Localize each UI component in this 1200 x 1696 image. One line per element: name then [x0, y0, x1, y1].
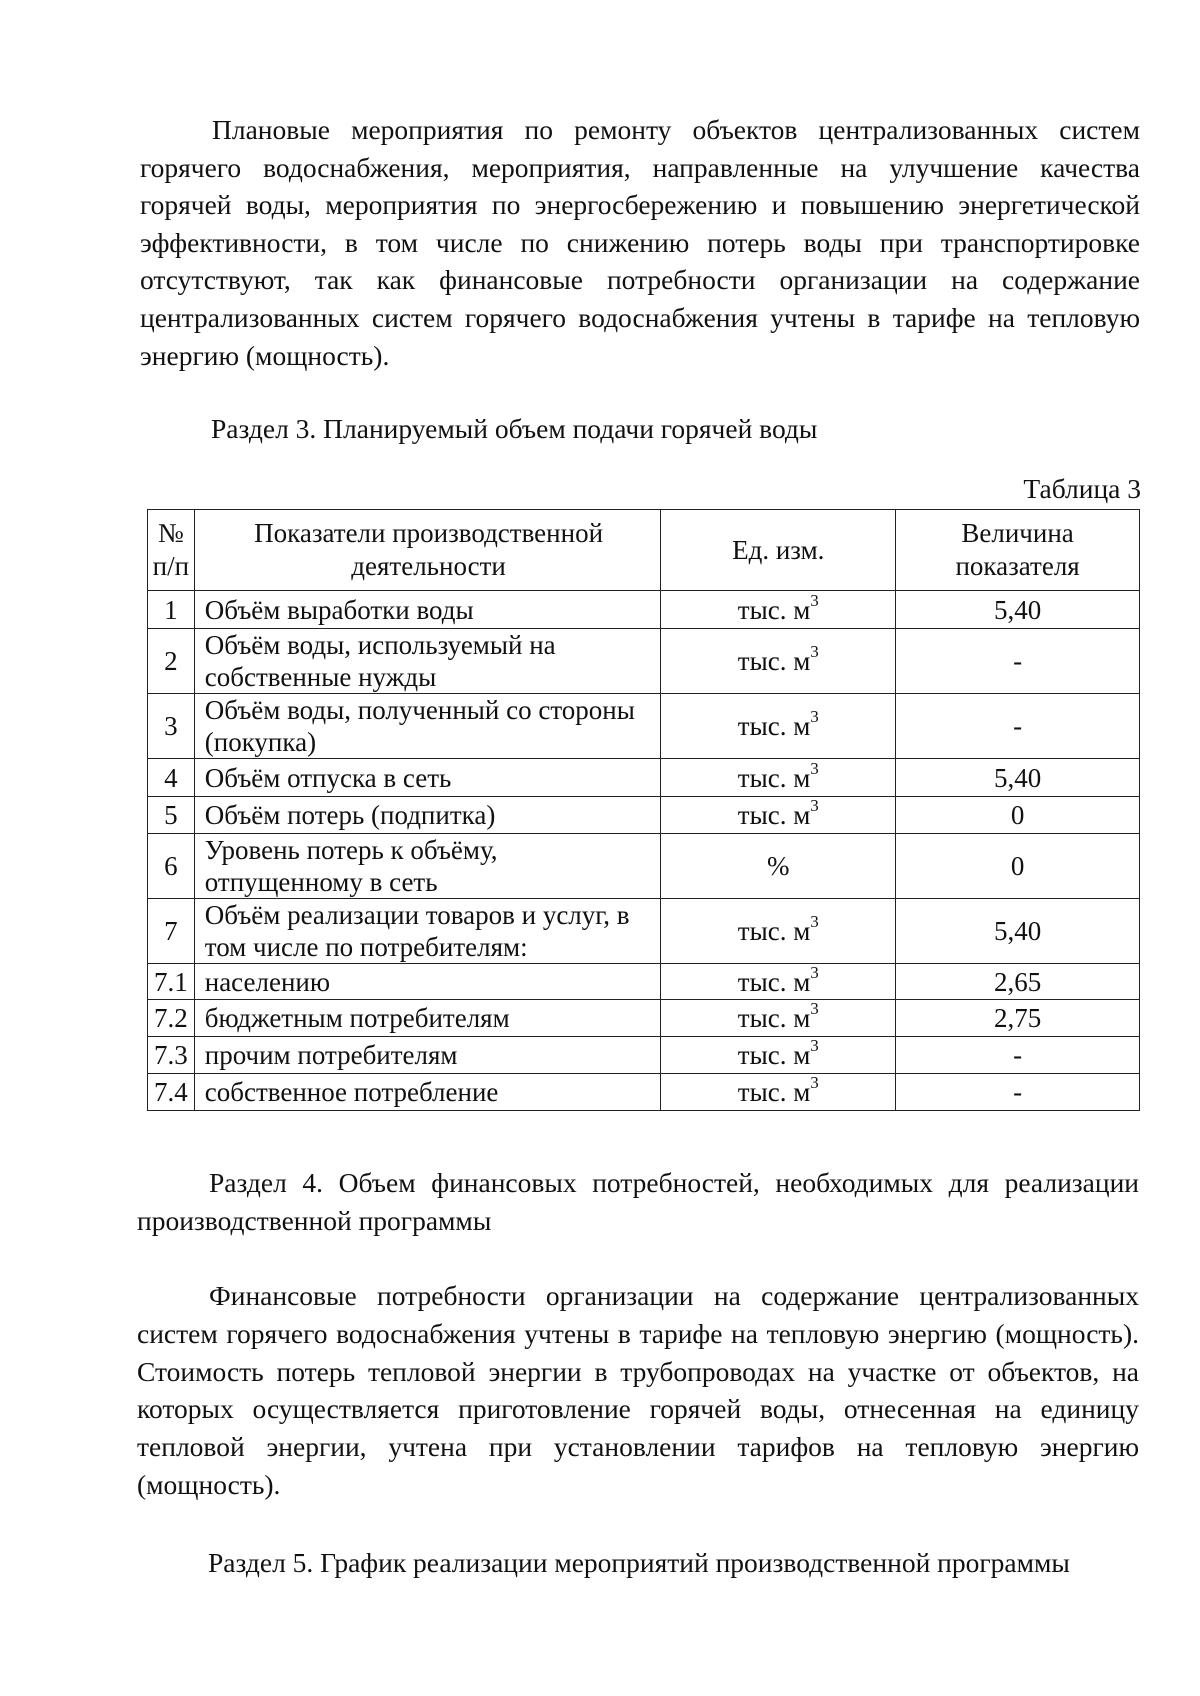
- table-row: [148, 1074, 1140, 1111]
- row-unit-text: тыс. м: [737, 800, 811, 830]
- row-unit: [661, 629, 896, 694]
- row-unit-text: тыс. м: [737, 1003, 811, 1033]
- unit-superscript: 3: [810, 1036, 819, 1055]
- row-value: -: [896, 629, 1140, 694]
- row-indicator-name: Объём выработки воды: [194, 591, 661, 629]
- section-4-title: Раздел 4. Объем финансовых потребностей, необходимых для реализации производственной программы: [137, 1167, 1139, 1236]
- unit-superscript: 3: [810, 999, 819, 1018]
- table-row: [148, 1000, 1140, 1037]
- table-row: [148, 1037, 1140, 1074]
- row-unit-text: тыс. м: [737, 646, 811, 676]
- unit-superscript: 3: [810, 707, 819, 726]
- row-indicator-name: бюджетным потребителям: [194, 1000, 661, 1037]
- row-indicator-name: прочим потребителям: [194, 1037, 661, 1074]
- row-value: 2,75: [896, 1000, 1140, 1037]
- row-value: 5,40: [896, 591, 1140, 629]
- row-unit: [661, 591, 896, 629]
- table-row: [148, 899, 1140, 964]
- table-row: [148, 591, 1140, 629]
- header-unit: Ед. изм.: [661, 510, 896, 591]
- paragraph-planned-measures: Плановые мероприятия по ремонту объектов централизованных систем горячего водоснабжения, мероприятия, направленные на улучшение качества горячей воды, мероприятия по энергосбережению и повышению энергетической эффективности, в том числе по снижению потерь воды при транспортировке отсутствуют, так как финансовые потребности организации на содержание централизованных систем горячего водоснабжения учтены в тарифе на тепловую энергию (мощность).: [140, 114, 1140, 371]
- table-header-row: [148, 510, 1140, 591]
- header-value: Величина показателя: [896, 510, 1140, 591]
- row-indicator-name: Объём отпуска в сеть: [194, 759, 661, 797]
- row-unit-text: %: [767, 851, 790, 881]
- unit-superscript: 3: [810, 796, 819, 815]
- row-value: -: [896, 1074, 1140, 1111]
- row-num: 1: [148, 591, 195, 629]
- row-unit-text: тыс. м: [737, 966, 811, 997]
- row-value: 5,40: [896, 759, 1140, 797]
- table-row: [148, 694, 1140, 759]
- row-unit: [661, 797, 896, 834]
- table-row: [148, 834, 1140, 899]
- section-3-title: Раздел 3. Планируемый объем подачи горячей воды: [211, 413, 818, 444]
- section-5-title: Раздел 5. График реализации мероприятий производственной программы: [208, 1547, 1070, 1578]
- row-value: 0: [896, 797, 1140, 834]
- row-unit-text: тыс. м: [737, 762, 811, 793]
- row-unit-text: тыс. м: [737, 594, 811, 625]
- row-unit: [661, 1000, 896, 1037]
- row-num: 7.4: [148, 1074, 195, 1111]
- row-num: 7.3: [148, 1037, 195, 1074]
- row-unit: [661, 694, 896, 759]
- paragraph-financial-needs: Финансовые потребности организации на содержание централизованных систем горячего водоснабжения учтены в тарифе на тепловую энергию (мощность). Стоимость потерь тепловой энергии в трубопроводах на участке от объектов, на которых осуществляется приготовление горячей воды, отнесенная на единицу тепловой энергии, учтена при установлении тарифов на тепловую энергию (мощность).: [137, 1280, 1139, 1500]
- row-value: -: [896, 694, 1140, 759]
- row-num: 3: [148, 694, 195, 759]
- unit-superscript: 3: [810, 758, 819, 778]
- row-num: 6: [148, 834, 195, 899]
- row-num: 2: [148, 629, 195, 694]
- row-unit: [661, 899, 896, 964]
- row-indicator-name: Объём воды, используемый на собственные нужды: [194, 629, 661, 694]
- row-num: 7.2: [148, 1000, 195, 1037]
- row-value: 5,40: [896, 899, 1140, 964]
- row-value: 0: [896, 834, 1140, 899]
- table-row: [148, 629, 1140, 694]
- row-unit: [661, 834, 896, 899]
- row-unit-text: тыс. м: [737, 1040, 811, 1070]
- row-indicator-name: Объём потерь (подпитка): [194, 797, 661, 834]
- row-num: 4: [148, 759, 195, 797]
- row-unit: [661, 964, 896, 1000]
- table-row: [148, 797, 1140, 834]
- row-unit-text: тыс. м: [737, 916, 811, 946]
- hot-water-supply-table: [147, 509, 1140, 1111]
- row-num: 5: [148, 797, 195, 834]
- row-unit-text: тыс. м: [737, 711, 811, 741]
- table-caption: Таблица 3: [1023, 473, 1141, 504]
- unit-superscript: 3: [810, 642, 819, 661]
- table-row: [148, 759, 1140, 797]
- row-indicator-name: собственное потребление: [194, 1074, 661, 1111]
- table-body: [148, 591, 1140, 1111]
- row-unit: [661, 759, 896, 797]
- row-unit: [661, 1074, 896, 1111]
- row-indicator-name: Объём реализации товаров и услуг, в том числе по потребителям:: [194, 899, 661, 964]
- row-num: 7.1: [148, 964, 195, 1000]
- row-value: 2,65: [896, 964, 1140, 1000]
- table-row: [148, 964, 1140, 1000]
- row-indicator-name: Уровень потерь к объёму, отпущенному в сеть: [194, 834, 661, 899]
- row-indicator-name: населению: [194, 964, 661, 1000]
- header-name: Показатели производственной деятельности: [194, 510, 661, 591]
- unit-superscript: 3: [810, 1073, 819, 1092]
- row-value: -: [896, 1037, 1140, 1074]
- row-unit: [661, 1037, 896, 1074]
- header-num: № п/п: [148, 510, 195, 591]
- unit-superscript: 3: [810, 912, 819, 931]
- row-indicator-name: Объём воды, полученный со стороны (покупка): [194, 694, 661, 759]
- unit-superscript: 3: [810, 590, 819, 610]
- row-num: 7: [148, 899, 195, 964]
- row-unit-text: тыс. м: [737, 1077, 811, 1107]
- unit-superscript: 3: [810, 962, 819, 982]
